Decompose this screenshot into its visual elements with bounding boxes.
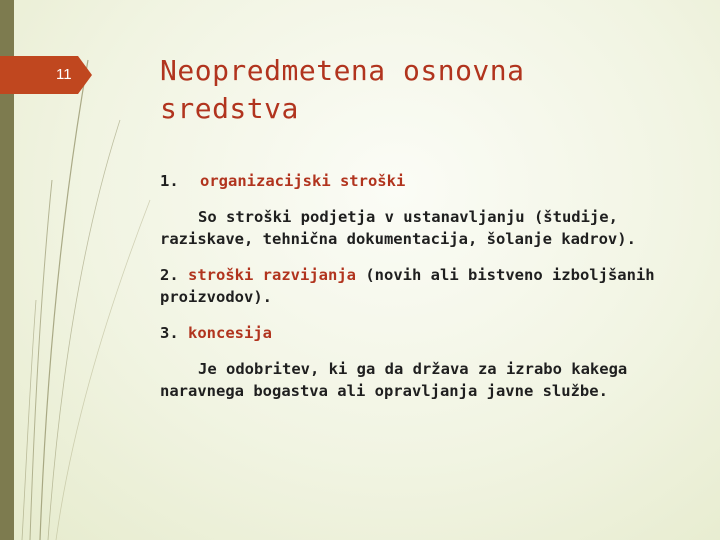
slide-title: Neopredmetena osnovna sredstva: [160, 54, 525, 125]
item-3-text: Je odobritev, ki ga da država za izrabo kakega naravnega bogastva ali opravljanja javne službe.: [160, 360, 628, 400]
item-3-number: 3.: [160, 324, 179, 342]
item-1-number: 1.: [160, 172, 179, 190]
item-1-heading-row: [160, 170, 680, 192]
item-2-heading: stroški razvijanja: [188, 266, 356, 284]
item-2-text: (novih ali bistveno izboljšanih proizvodov).: [160, 266, 655, 306]
item-1-text: So stroški podjetja v ustanavljanju (študije, raziskave, tehnična dokumentacija, šolanje kadrov).: [160, 208, 636, 248]
item-3-heading: koncesija: [188, 324, 273, 342]
item-2-paragraph: [160, 264, 680, 308]
item-1-heading: organizacijski stroški: [200, 172, 406, 190]
item-2-number: 2.: [160, 266, 179, 284]
slide-number: 11: [56, 66, 72, 83]
slide-content: [160, 170, 680, 416]
item-3-heading-row: [160, 322, 680, 344]
